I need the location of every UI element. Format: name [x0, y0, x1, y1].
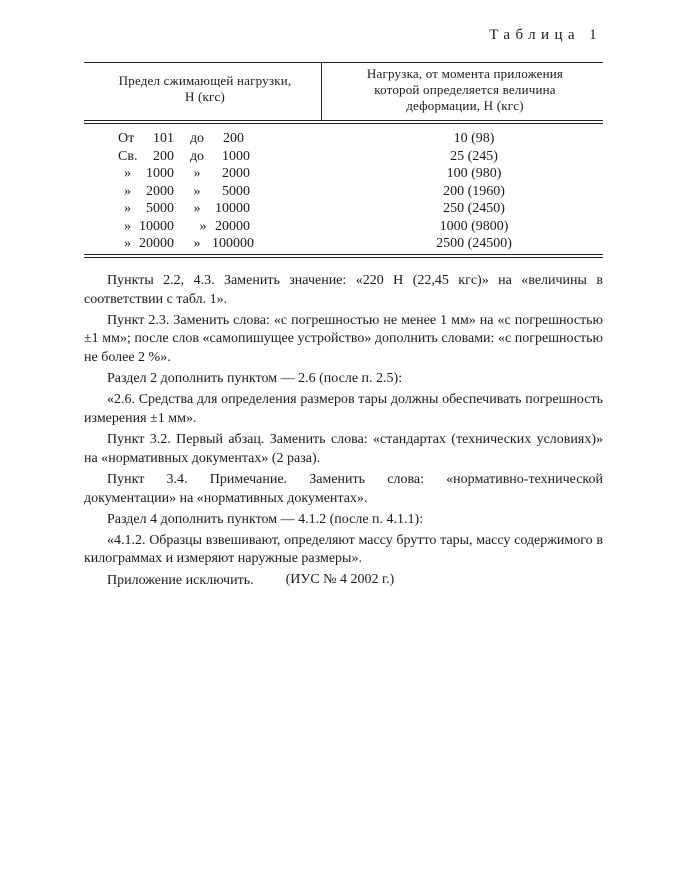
paragraph: Пункт 2.3. Заменить слова: «с погрешностью не менее 1 мм» на «с погрешностью ±1 мм»; после слов «самопишущее устройство» дополнить словами: «с погрешностью не более 2 %».	[84, 312, 603, 365]
row-to: 10000	[215, 201, 250, 216]
header-col2-line2: которой определяется величина	[374, 82, 556, 97]
row-sep: »	[193, 183, 201, 199]
table-row	[0, 200, 680, 218]
table-row	[0, 130, 680, 148]
row-value: 250 (2450)	[443, 201, 505, 216]
table-row	[0, 235, 680, 253]
paragraph: Пункты 2.2, 4.3. Заменить значение: «220 Н (22,45 кгс)» на «величины в соответствии с табл. 1».	[84, 273, 603, 307]
row-sep: »	[193, 166, 201, 181]
row-from: 101	[153, 131, 174, 146]
row-value: 2500 (24500)	[436, 236, 512, 251]
row-from: 1000	[146, 166, 174, 181]
table-header-rule	[84, 120, 603, 124]
row-value: 100 (980)	[446, 166, 502, 181]
paragraph: Приложение исключить.	[107, 572, 254, 588]
row-value: 10 (98)	[453, 131, 495, 146]
source-reference: (ИУС № 4 2002 г.)	[285, 572, 395, 587]
row-prefix: »	[124, 166, 131, 181]
row-prefix: »	[124, 236, 131, 251]
paragraph: Раздел 2 дополнить пунктом — 2.6 (после п. 2.5):	[107, 371, 403, 387]
row-to: 20000	[215, 218, 250, 234]
row-to: 2000	[222, 166, 250, 181]
row-prefix: »	[124, 183, 131, 199]
header-col2-line1: Нагрузка, от момента приложения	[366, 66, 564, 81]
header-col1-line2: Н (кгс)	[184, 89, 226, 104]
row-from: 5000	[146, 201, 174, 216]
row-value: 1000 (9800)	[439, 218, 509, 234]
row-sep: »	[199, 218, 207, 234]
row-sep: »	[193, 201, 201, 216]
table-body	[0, 130, 680, 253]
paragraph: «2.6. Средства для определения размеров тары должны обеспечивать погрешность измерения ±1 мм».	[84, 392, 603, 426]
row-to: 5000	[222, 183, 250, 199]
table-row	[0, 183, 680, 201]
row-from: 20000	[139, 236, 174, 251]
row-from: 2000	[146, 183, 174, 199]
table-top-rule	[84, 62, 603, 63]
header-col2-line3: деформации, Н (кгс)	[406, 98, 524, 113]
row-prefix: От	[118, 131, 135, 146]
paragraph: Раздел 4 дополнить пунктом — 4.1.2 (после п. 4.1.1):	[107, 511, 424, 527]
paragraph: Пункт 3.4. Примечание. Заменить слова: «нормативно-технической документации» на «нормативных документах».	[84, 471, 603, 506]
row-to: 200	[223, 131, 244, 146]
row-to: 1000	[222, 148, 250, 164]
paragraph: «4.1.2. Образцы взвешивают, определяют массу брутто тары, массу содержимого в килограммах и измеряют наружные размеры».	[84, 532, 603, 567]
amendments-text	[84, 272, 603, 593]
table-bottom-rule	[84, 254, 603, 258]
table-header-divider	[321, 63, 322, 121]
row-prefix: »	[124, 201, 131, 216]
row-prefix: Св.	[118, 148, 138, 164]
paragraph: Пункт 3.2. Первый абзац. Заменить слова: «стандартах (технических условиях)» на «нормативных документах» (2 раза).	[84, 432, 603, 466]
header-col1-line1: Предел сжимающей нагрузки,	[118, 73, 292, 88]
row-to: 100000	[212, 236, 254, 251]
table-caption: Таблица 1	[489, 27, 602, 43]
table-row	[0, 148, 680, 166]
row-sep: до	[189, 131, 205, 146]
row-value: 200 (1960)	[443, 183, 505, 199]
table-header-col2	[330, 66, 600, 114]
row-sep: до	[189, 148, 205, 164]
row-from: 200	[153, 148, 174, 164]
table-row	[0, 218, 680, 236]
table-header-col1	[96, 73, 314, 105]
row-sep: »	[193, 236, 201, 251]
table-row	[0, 165, 680, 183]
row-prefix: »	[124, 218, 131, 234]
row-value: 25 (245)	[450, 148, 498, 164]
row-from: 10000	[139, 218, 174, 234]
